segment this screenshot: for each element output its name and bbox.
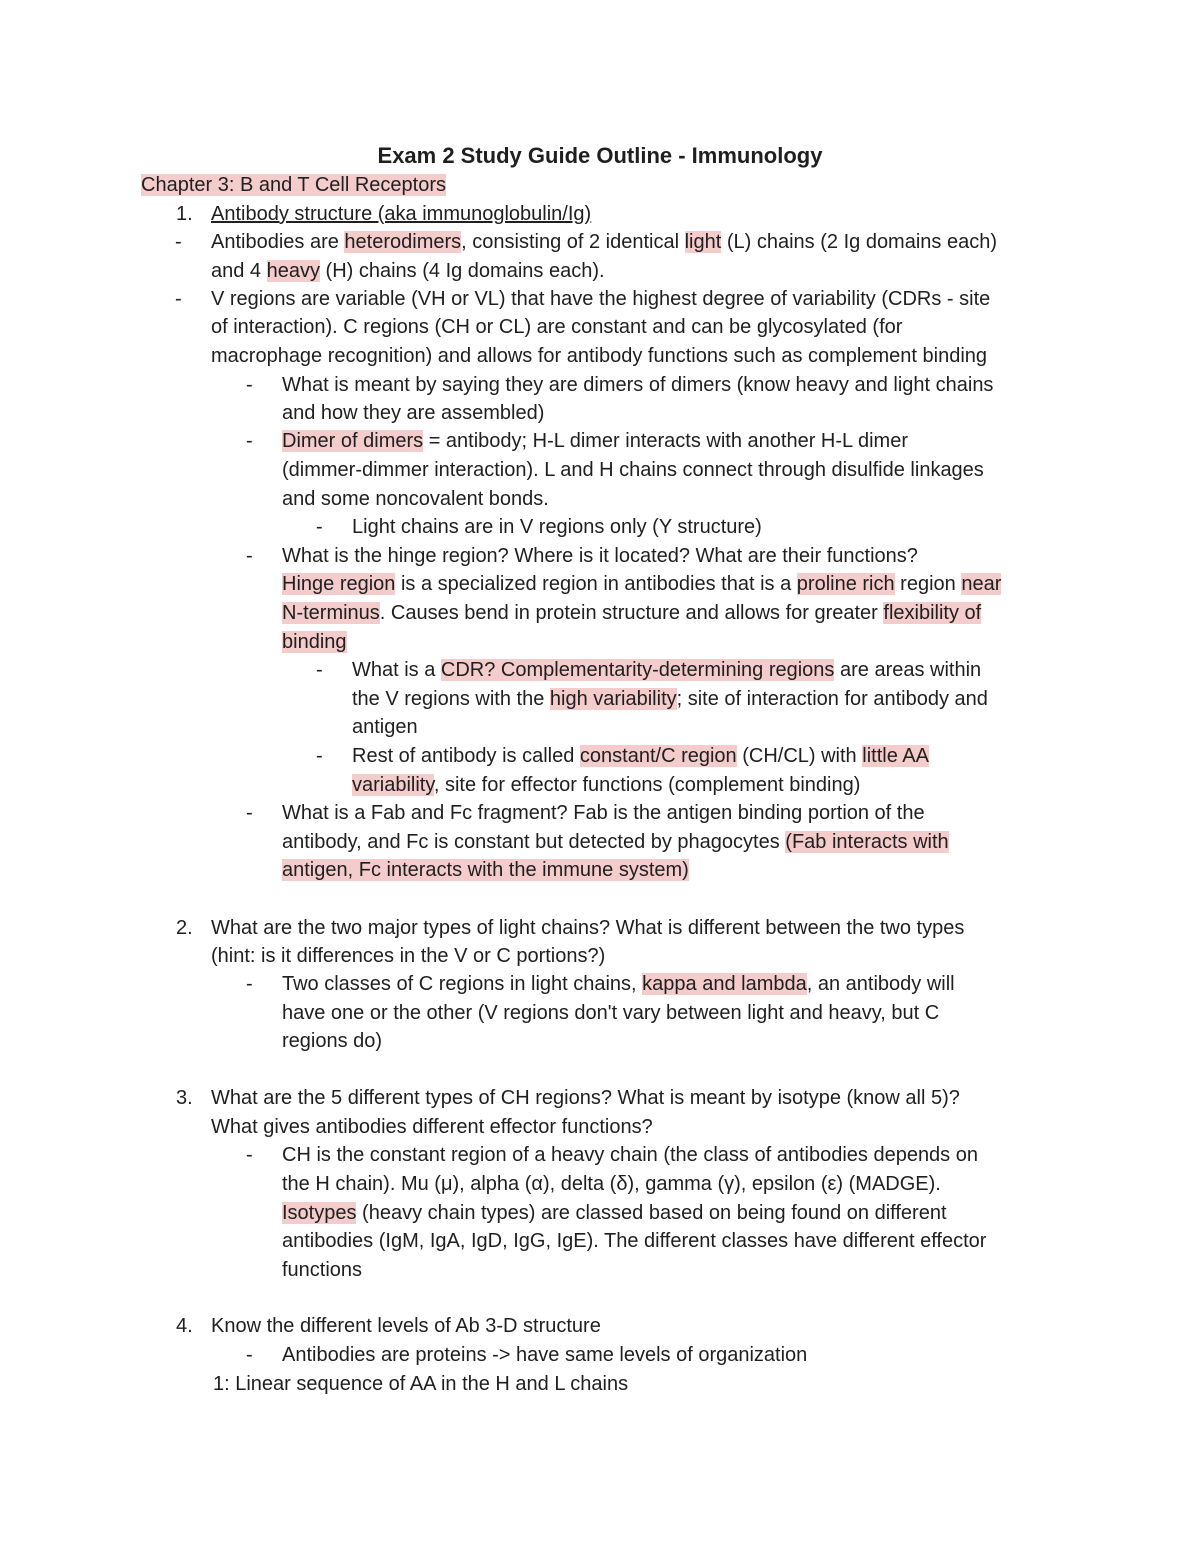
text-run: region — [894, 573, 962, 595]
text-run: , an antibody will — [806, 973, 955, 995]
list-item-line — [352, 742, 929, 770]
list-item-line: What is meant by saying they are dimers of dimers (know heavy and light chains — [282, 374, 994, 396]
text-run: Rest of antibody is called — [352, 745, 580, 767]
list-item-line — [352, 771, 860, 799]
text-run: (heavy chain types) are classed based on being found on different — [356, 1202, 947, 1224]
bullet-dash: - — [246, 430, 253, 452]
list-number: 4. — [176, 1315, 193, 1337]
highlight-run: heterodimers — [344, 231, 462, 253]
bullet-dash: - — [246, 1344, 253, 1366]
text-run: the V regions with the — [352, 688, 550, 710]
highlight-run: N-terminus — [282, 602, 380, 624]
bullet-dash: - — [175, 231, 182, 253]
bullet-dash: - — [246, 802, 253, 824]
list-item-line: What are the two major types of light chains? What is different between the two types — [211, 917, 965, 939]
text-run: Antibodies are — [211, 231, 345, 253]
list-item-line: What are the 5 different types of CH regions? What is meant by isotype (know all 5)? — [211, 1087, 960, 1109]
bullet-dash: - — [316, 516, 323, 538]
text-run: antibody, and Fc is constant but detected by phagocytes — [282, 831, 786, 853]
highlight-run: constant/C region — [579, 745, 737, 767]
text-run: = antibody; H-L dimer interacts with another H-L dimer — [423, 430, 908, 452]
highlight-run: high variability — [549, 688, 677, 710]
list-item-line: and some noncovalent bonds. — [282, 488, 549, 510]
text-run: , site for effector functions (complement binding) — [433, 774, 861, 796]
list-item-line — [282, 570, 1001, 598]
list-item-line: have one or the other (V regions don't vary between light and heavy, but C — [282, 1002, 940, 1024]
list-item-line: 1: Linear sequence of AA in the H and L chains — [213, 1373, 629, 1395]
bullet-dash: - — [246, 1144, 253, 1166]
list-item-line: the H chain). Mu (μ), alpha (α), delta (δ), gamma (γ), epsilon (ε) (MADGE). — [282, 1173, 941, 1195]
list-item-line — [282, 856, 689, 884]
highlight-run: proline rich — [796, 573, 895, 595]
list-item-line: antigen — [352, 716, 418, 738]
list-item-line — [282, 1199, 947, 1227]
list-item-line — [211, 257, 605, 285]
bullet-dash: - — [316, 659, 323, 681]
list-number: 1. — [176, 203, 193, 225]
list-item-line — [282, 828, 949, 856]
text-run: are areas within — [834, 659, 982, 681]
bullet-dash: - — [246, 545, 253, 567]
text-run: (H) chains (4 Ig domains each). — [319, 260, 605, 282]
highlight-run: Isotypes — [282, 1202, 357, 1224]
section-heading: Antibody structure (aka immunoglobulin/Ig) — [211, 203, 592, 225]
list-item-line: Know the different levels of Ab 3-D structure — [211, 1315, 601, 1337]
highlight-run: variability — [352, 774, 434, 796]
highlight-run: Hinge region — [282, 573, 396, 595]
bullet-dash: - — [246, 973, 253, 995]
list-item-line: Light chains are in V regions only (Y structure) — [352, 516, 762, 538]
text-run: . Causes bend in protein structure and allows for greater — [379, 602, 884, 624]
highlight-run: binding — [282, 631, 347, 653]
text-run: Two classes of C regions in light chains, — [282, 973, 643, 995]
chapter-heading-text: Chapter 3: B and T Cell Receptors — [141, 174, 446, 196]
highlight-run: near — [961, 573, 1002, 595]
bullet-dash: - — [246, 374, 253, 396]
list-item-line: of interaction). C regions (CH or CL) are constant and can be glycosylated (for — [211, 316, 903, 338]
list-item-line: What is a Fab and Fc fragment? Fab is the antigen binding portion of the — [282, 802, 925, 824]
text-run: is a specialized region in antibodies that is a — [395, 573, 797, 595]
highlight-run: Dimer of dimers — [282, 430, 424, 452]
list-item-line — [282, 427, 908, 455]
highlight-run: CDR? Complementarity-determining regions — [440, 659, 835, 681]
list-item-line: functions — [282, 1259, 363, 1281]
list-item-line: (dimmer-dimmer interaction). L and H chains connect through disulfide linkages — [282, 459, 984, 481]
list-item-line — [282, 599, 981, 627]
highlight-run: (Fab interacts with — [785, 831, 949, 853]
highlight-run: kappa and lambda — [642, 973, 807, 995]
text-run: and 4 — [211, 260, 267, 282]
list-item-line — [352, 685, 988, 713]
list-item-line: (hint: is it differences in the V or C portions?) — [211, 945, 606, 967]
list-item-line: What gives antibodies different effector functions? — [211, 1116, 653, 1138]
list-item-line — [211, 228, 997, 256]
list-item-line: regions do) — [282, 1030, 383, 1052]
list-item-line: Antibodies are proteins -> have same levels of organization — [282, 1344, 808, 1366]
list-item-line — [352, 656, 981, 684]
bullet-dash: - — [316, 745, 323, 767]
list-item-line: antibodies (IgM, IgA, IgD, IgG, IgE). The different classes have different effector — [282, 1230, 987, 1252]
highlight-run: little AA — [862, 745, 929, 767]
list-item-line: macrophage recognition) and allows for antibody functions such as complement binding — [211, 345, 988, 367]
list-item-line: V regions are variable (VH or VL) that have the highest degree of variability (CDRs - site — [211, 288, 991, 310]
list-number: 2. — [176, 917, 193, 939]
text-run: (CH/CL) with — [736, 745, 863, 767]
list-item-line: CH is the constant region of a heavy chain (the class of antibodies depends on — [282, 1144, 978, 1166]
chapter-heading — [141, 171, 446, 199]
highlight-run: antigen, Fc interacts with the immune system) — [282, 859, 689, 881]
list-item-line: What is the hinge region? Where is it located? What are their functions? — [282, 545, 918, 567]
list-item-line: and how they are assembled) — [282, 402, 545, 424]
highlight-run: flexibility of — [883, 602, 982, 624]
text-run: What is a — [352, 659, 441, 681]
list-item-line — [282, 628, 347, 656]
text-run: (L) chains (2 Ig domains each) — [721, 231, 997, 253]
highlight-run: heavy — [266, 260, 320, 282]
bullet-dash: - — [175, 288, 182, 310]
page-title: Exam 2 Study Guide Outline - Immunology — [377, 143, 823, 168]
text-run: , consisting of 2 identical — [461, 231, 685, 253]
text-run: ; site of interaction for antibody and — [676, 688, 988, 710]
highlight-run: light — [684, 231, 722, 253]
list-number: 3. — [176, 1087, 193, 1109]
list-item-line — [282, 970, 955, 998]
